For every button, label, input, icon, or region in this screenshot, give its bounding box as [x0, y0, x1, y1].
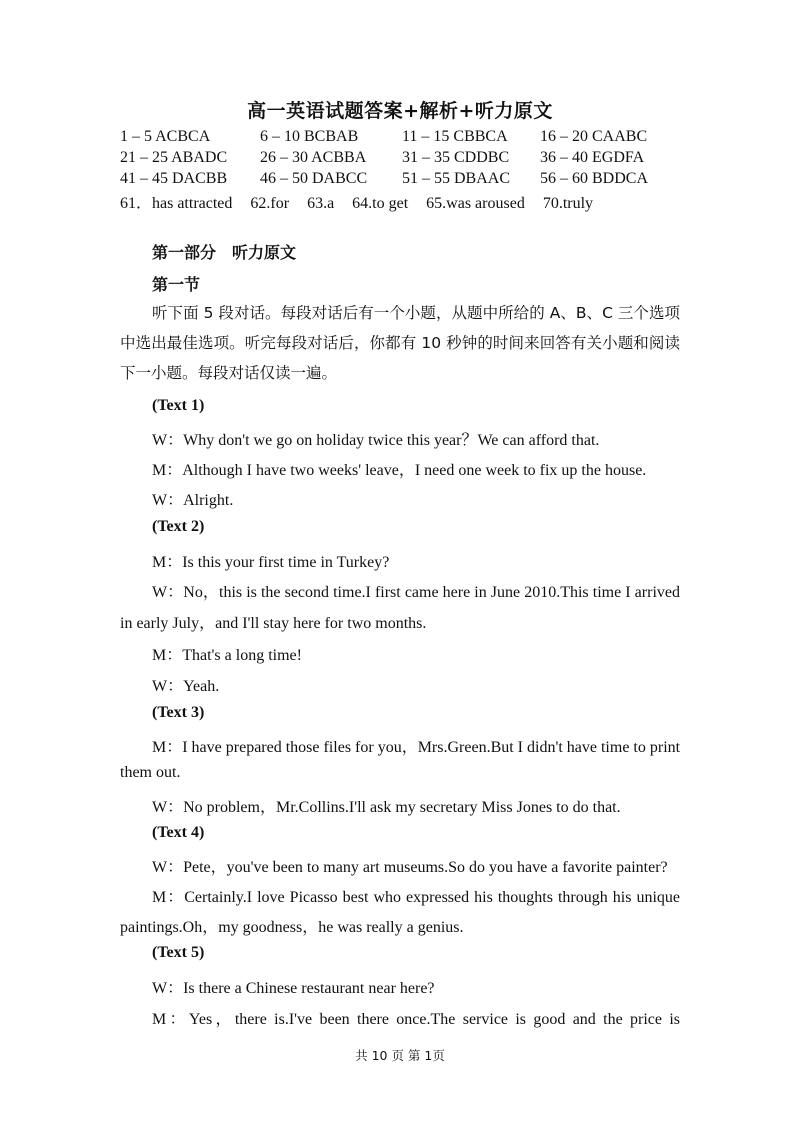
answer-group: 51 – 55 DBAAC: [402, 170, 511, 187]
dialogue-line: M：Certainly.I love Picasso best who expressed his thoughts through his unique: [152, 889, 680, 906]
answer-row: [120, 170, 700, 192]
answer-group: 31 – 35 CDDBC: [402, 149, 510, 166]
fill-in-answer: 61．has attracted: [120, 195, 233, 212]
page-footer: 共 10 页 第 1页: [355, 1048, 445, 1063]
answer-group: 11 – 15 CBBCA: [402, 128, 508, 145]
dialogue-line: W：No，this is the second time.I first came here in June 2010.This time I arrived: [152, 584, 680, 601]
dialogue-line: M：That's a long time!: [152, 647, 302, 664]
dialogue-line-continued: them out.: [120, 764, 181, 781]
answer-group: 56 – 60 BDDCA: [540, 170, 649, 187]
answer-group: 1 – 5 ACBCA: [120, 128, 211, 145]
section-heading: 第一节: [152, 275, 201, 294]
text-label: (Text 1): [152, 397, 205, 414]
dialogue-line-continued: paintings.Oh，my goodness，he was really a genius.: [120, 919, 464, 936]
dialogue-line: W：Yeah.: [152, 678, 220, 695]
dialogue-line: M：Yes，there is.I've been there once.The service is good and the price is: [152, 1011, 680, 1028]
fill-in-answer: 70.truly: [542, 195, 594, 212]
answer-row: [120, 149, 700, 171]
answer-group: 16 – 20 CAABC: [540, 128, 648, 145]
dialogue-line-continued: in early July，and I'll stay here for two months.: [120, 615, 427, 632]
dialogue-line: W：Is there a Chinese restaurant near here?: [152, 980, 435, 997]
fill-in-answer: 65.was aroused: [426, 195, 525, 212]
text-label: (Text 5): [152, 944, 205, 961]
instructions-paragraph: 听下面 5 段对话。每段对话后有一个小题，从题中所给的 A、B、C 三个选项中选出最佳选项。听完每段对话后，你都有 10 秒钟的时间来回答有关小题和阅读下一小题。每段对话仅读一遍。: [120, 304, 680, 382]
answer-row: [120, 128, 700, 150]
dialogue-line: W：Pete，you've been to many art museums.So do you have a favorite painter?: [152, 859, 668, 876]
text-label: (Text 2): [152, 518, 205, 535]
dialogue-line: W：Alright.: [152, 492, 234, 509]
answer-group: 6 – 10 BCBAB: [260, 128, 359, 145]
answer-group: 41 – 45 DACBB: [120, 170, 228, 187]
fill-in-answer: 63.a: [307, 195, 335, 212]
answer-group: 36 – 40 EGDFA: [540, 149, 645, 166]
part-heading: 第一部分 听力原文: [152, 243, 297, 262]
answer-group: 46 – 50 DABCC: [260, 170, 368, 187]
fill-in-answer: 62.for: [250, 195, 290, 212]
dialogue-line: M：Is this your first time in Turkey?: [152, 554, 390, 571]
dialogue-line: W：No problem，Mr.Collins.I'll ask my secretary Miss Jones to do that.: [152, 799, 621, 816]
dialogue-line: W：Why don't we go on holiday twice this year？We can afford that.: [152, 432, 600, 449]
page-title: 高一英语试题答案+解析+听力原文: [247, 100, 553, 122]
dialogue-line: M：I have prepared those files for you，Mrs.Green.But I didn't have time to print: [152, 739, 681, 756]
dialogue-line: M：Although I have two weeks' leave，I need one week to fix up the house.: [152, 462, 647, 479]
answer-group: 21 – 25 ABADC: [120, 149, 228, 166]
text-label: (Text 3): [152, 704, 205, 721]
fill-in-answer: 64.to get: [352, 195, 409, 212]
fill-in-answers: [120, 190, 607, 213]
answer-group: 26 – 30 ACBBA: [260, 149, 367, 166]
text-label: (Text 4): [152, 824, 205, 841]
